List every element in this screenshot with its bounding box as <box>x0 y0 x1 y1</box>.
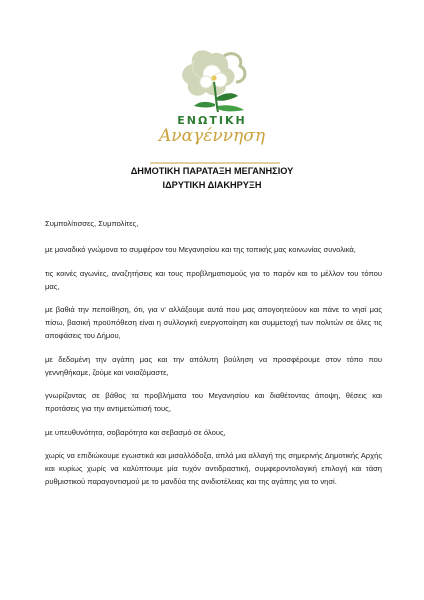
flower-logo-icon <box>172 46 264 116</box>
declaration-body <box>45 217 382 499</box>
logo <box>0 40 424 150</box>
body-paragraph: με υπευθυνότητα, σοβαρότητα και σεβασμό σε όλους, <box>45 427 226 437</box>
body-paragraph: με δεδομένη την αγάπη μας και την απόλυτη βούληση να προσφέρουμε στον τόπο που γεννηθήκαμε, ζούμε και νοιαζόμαστε, <box>45 354 382 377</box>
body-paragraph: με μοναδικό γνώμονα το συμφέρον του Μεγανησίου και της τοπικής μας κοινωνίας συνολικά, <box>45 245 356 254</box>
body-paragraph: με βαθιά την πεποίθηση, ότι, για ν' αλλάξουμε αυτά που μας απογοητεύουν και πάνε το νησί μας πίσω, βασική προϋπόθεση είναι η συλλογική ενεργοποίηση και συμμετοχή των πολιτών σε όλες τις αποφάσεις του Δήμου, <box>45 305 382 340</box>
logo-script-wordmark: Αναγέννηση <box>158 126 266 146</box>
greeting-paragraph: Συμπολίτισσες, Συμπολίτες, <box>45 219 139 228</box>
document-subtitle: ΙΔΡΥΤΙΚΗ ΔΙΑΚΗΡΥΞΗ <box>162 180 262 190</box>
body-paragraph: χωρίς να επιδιώκουμε εγωιστικά και μισαλλόδοξα, απλά μια αλλαγή της σημερινής Δημοτικής Αρχής και κυρίως χωρίς να καλύπτουμε μία τυχόν αντιδραστική, συμφεροντολογική επιλογή και τάση ρυθμιστικού παραγοντισμού με το μανδύα της ανιδιοτέλειας και της αγάπης για το νησί. <box>45 451 382 486</box>
logo-underline-icon <box>150 161 280 165</box>
body-paragraph: τις κοινές αγωνίες, αναζητήσεις και τους προβληματισμούς για το παρόν και το μέλλον του τόπου μας, <box>45 268 382 291</box>
logo-wordmark: ΕΝΩΤΙΚΗ <box>177 114 247 127</box>
document-title: ΔΗΜΟΤΙΚΗ ΠΑΡΑΤΑΞΗ ΜΕΓΑΝΗΣΙΟΥ <box>130 166 294 176</box>
body-paragraph: γνωρίζοντας σε βάθος τα προβλήματα του Μεγανησίου και διαθέτοντας άποψη, θέσεις και προτάσεις για την αντιμετώπισή τους, <box>45 391 382 413</box>
